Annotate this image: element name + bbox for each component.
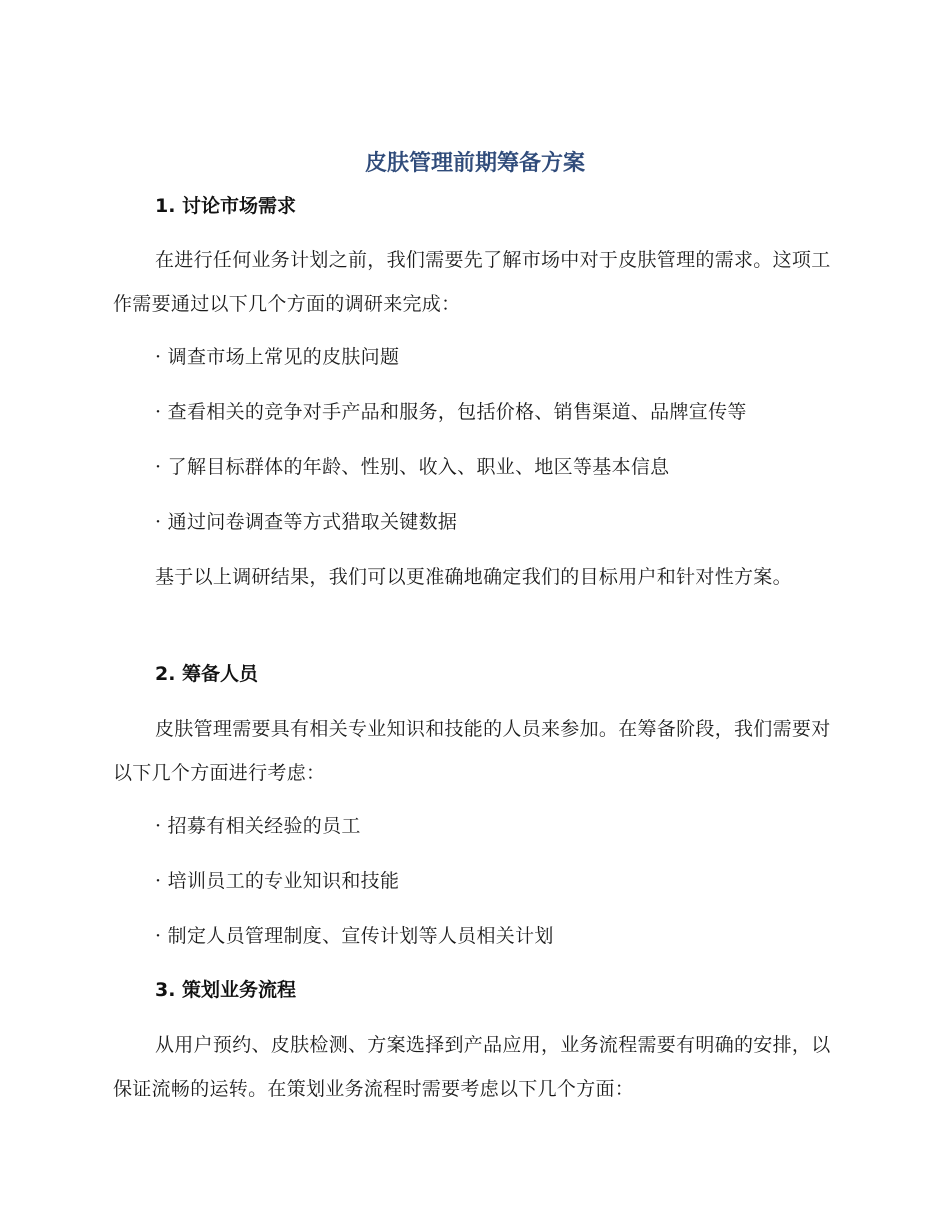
section-2-bullet-1: · 招募有相关经验的员工 bbox=[155, 815, 361, 837]
section-3-intro: 从用户预约、皮肤检测、方案选择到产品应用，业务流程需要有明确的安排，以保证流畅的运转。在策划业务流程时需要考虑以下几个方面： bbox=[113, 1034, 831, 1100]
section-2-heading: 2. 筹备人员 bbox=[155, 663, 259, 685]
section-2-intro: 皮肤管理需要具有相关专业知识和技能的人员来参加。在筹备阶段，我们需要对以下几个方面进行考虑： bbox=[113, 718, 831, 784]
section-1-bullet-2: · 查看相关的竞争对手产品和服务，包括价格、销售渠道、品牌宣传等 bbox=[155, 401, 747, 423]
section-3-heading: 3. 策划业务流程 bbox=[155, 979, 297, 1001]
section-1-bullet-3: · 了解目标群体的年龄、性别、收入、职业、地区等基本信息 bbox=[155, 456, 670, 478]
section-1-intro: 在进行任何业务计划之前，我们需要先了解市场中对于皮肤管理的需求。这项工作需要通过以下几个方面的调研来完成： bbox=[113, 249, 831, 315]
section-1-bullet-4: · 通过问卷调查等方式猎取关键数据 bbox=[155, 511, 458, 533]
section-1-conclusion: 基于以上调研结果，我们可以更准确地确定我们的目标用户和针对性方案。 bbox=[155, 566, 792, 588]
section-1-heading: 1. 讨论市场需求 bbox=[155, 195, 297, 217]
section-2-bullet-3: · 制定人员管理制度、宣传计划等人员相关计划 bbox=[155, 925, 554, 947]
document-title: 皮肤管理前期筹备方案 bbox=[364, 151, 585, 176]
section-2-bullet-2: · 培训员工的专业知识和技能 bbox=[155, 870, 400, 892]
section-1-bullet-1: · 调查市场上常见的皮肤问题 bbox=[155, 346, 400, 368]
